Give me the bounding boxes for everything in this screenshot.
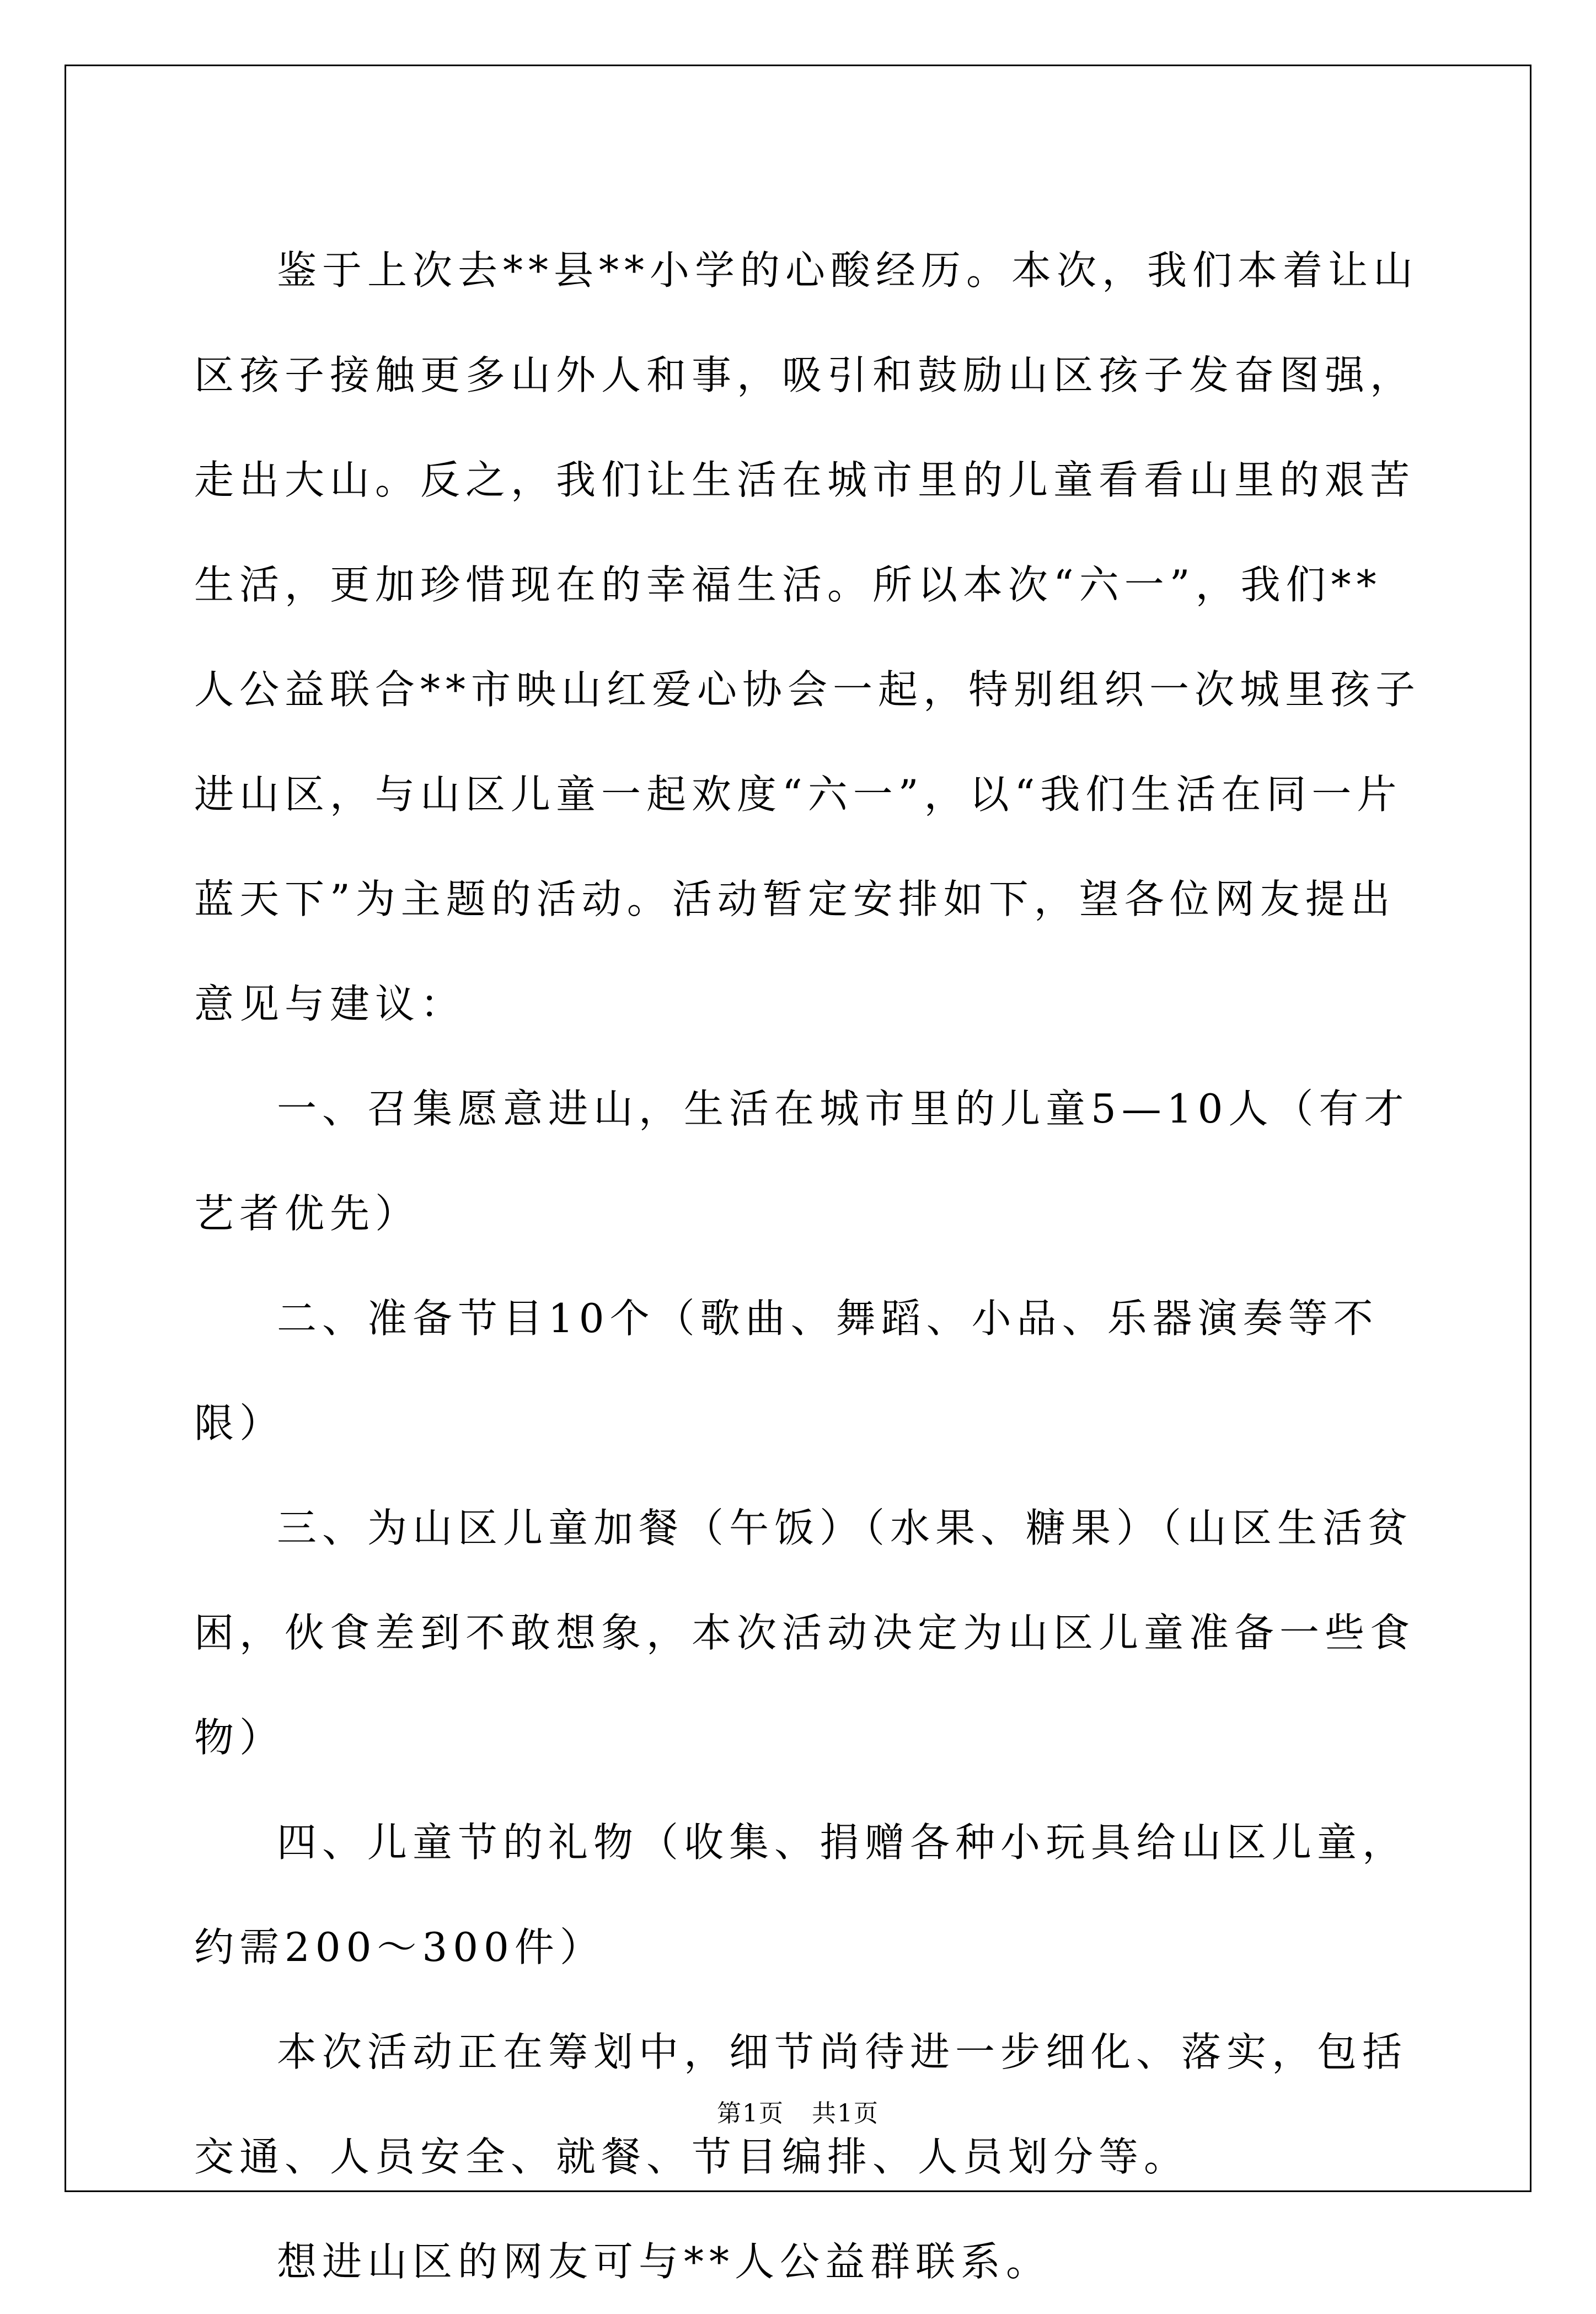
paragraph-item-2: 二、准备节目10个（歌曲、舞蹈、小品、乐器演奏等不限） (194, 1295, 1379, 1446)
page-total: 共1页 (812, 2099, 879, 2128)
page-footer (0, 2093, 1596, 2129)
paragraph-planning-note: 本次活动正在筹划中，细节尚待进一步细化、落实，包括交通、人员安全、就餐、节目编排、人员划分等。 (194, 2029, 1408, 2180)
paragraph-item-3: 三、为山区儿童加餐（午饭）（水果、糖果）（山区生活贫困，伙食差到不敢想象，本次活动决定为山区儿童准备一些食物） (194, 1505, 1416, 1761)
paragraph-contact: 想进山区的网友可与**人公益群联系。 (277, 2238, 1052, 2285)
paragraph-item-4: 四、儿童节的礼物（收集、捐赠各种小玩具给山区儿童，约需200～300件） (194, 1819, 1408, 1970)
page-number: 第1页 (717, 2099, 784, 2128)
document-body (194, 218, 1424, 2314)
paragraph-intro: 鉴于上次去**县**小学的心酸经历。本次，我们本着让山区孩子接触更多山外人和事，吸引和鼓励山区孩子发奋图强，走出大山。反之，我们让生活在城市里的儿童看看山里的艰苦生活，更加珍惜现在的幸福生活。所以本次“六一”，我们**人公益联合**市映山红爱心协会一起，特别组织一次城里孩子进山区，与山区儿童一起欢度“六一”，以“我们生活在同一片蓝天下”为主题的活动。活动暂定安排如下，望各位网友提出意见与建议： (194, 247, 1421, 1027)
paragraph-item-1: 一、召集愿意进山，生活在城市里的儿童5—10人（有才艺者优先） (194, 1086, 1410, 1237)
